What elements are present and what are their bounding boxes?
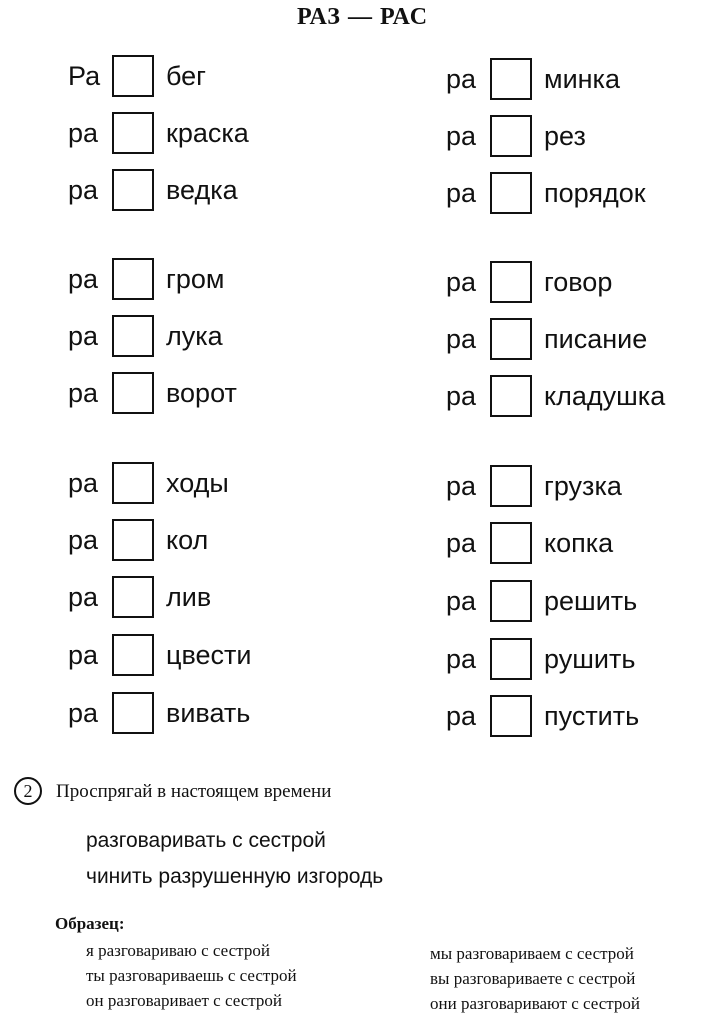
sample-line: вы разговариваете с сестрой bbox=[430, 969, 636, 988]
sample-line: мы разговариваем с сестрой bbox=[430, 944, 634, 963]
letter-answer-box[interactable] bbox=[112, 258, 154, 300]
word-prefix: ра bbox=[446, 267, 477, 297]
letter-answer-box[interactable] bbox=[490, 261, 532, 303]
word-ending: краска bbox=[166, 118, 249, 148]
word-prefix: ра bbox=[446, 586, 477, 616]
letter-answer-box[interactable] bbox=[490, 172, 532, 214]
word-prefix: ра bbox=[68, 118, 99, 148]
word-prefix: ра bbox=[68, 468, 99, 498]
word-ending: ведка bbox=[166, 175, 238, 205]
letter-answer-box[interactable] bbox=[490, 465, 532, 507]
word-prefix: ра bbox=[68, 264, 99, 294]
letter-answer-box[interactable] bbox=[112, 112, 154, 154]
word-ending: рез bbox=[544, 121, 586, 151]
task-instruction: Проспрягай в настоящем времени bbox=[56, 781, 332, 802]
word-ending: лука bbox=[166, 321, 223, 351]
task-number-badge: 2 bbox=[14, 777, 42, 805]
letter-answer-box[interactable] bbox=[490, 695, 532, 737]
sample-line: они разговаривают с сестрой bbox=[430, 994, 641, 1013]
word-ending: кол bbox=[166, 525, 209, 555]
word-prefix: ра bbox=[68, 175, 99, 205]
page-title: РАЗ — РАС bbox=[296, 4, 429, 30]
word-prefix: ра bbox=[446, 701, 477, 731]
letter-answer-box[interactable] bbox=[112, 692, 154, 734]
word-prefix: ра bbox=[446, 324, 477, 354]
letter-answer-box[interactable] bbox=[490, 375, 532, 417]
letter-answer-box[interactable] bbox=[490, 580, 532, 622]
word-prefix: ра bbox=[446, 471, 477, 501]
word-prefix: Ра bbox=[68, 61, 101, 91]
word-prefix: ра bbox=[68, 640, 99, 670]
word-ending: решить bbox=[544, 586, 638, 616]
sample-label: Образец: bbox=[55, 914, 125, 933]
word-prefix: ра bbox=[446, 178, 477, 208]
word-prefix: ра bbox=[68, 525, 99, 555]
word-ending: ходы bbox=[166, 468, 229, 498]
letter-answer-box[interactable] bbox=[112, 462, 154, 504]
word-ending: копка bbox=[544, 528, 614, 558]
word-ending: грузка bbox=[544, 471, 622, 501]
word-ending: минка bbox=[544, 64, 620, 94]
letter-answer-box[interactable] bbox=[490, 638, 532, 680]
word-prefix: ра bbox=[446, 644, 477, 674]
word-prefix: ра bbox=[446, 64, 477, 94]
word-prefix: ра bbox=[446, 381, 477, 411]
letter-answer-box[interactable] bbox=[112, 315, 154, 357]
letter-answer-box[interactable] bbox=[490, 58, 532, 100]
letter-answer-box[interactable] bbox=[112, 519, 154, 561]
letter-answer-box[interactable] bbox=[490, 522, 532, 564]
letter-answer-box[interactable] bbox=[490, 318, 532, 360]
word-ending: кладушка bbox=[544, 381, 666, 411]
word-prefix: ра bbox=[68, 378, 99, 408]
letter-answer-box[interactable] bbox=[112, 576, 154, 618]
sample-line: я разговариваю с сестрой bbox=[86, 941, 270, 960]
task-phrase: разговаривать с сестрой bbox=[86, 829, 326, 852]
word-ending: вивать bbox=[166, 698, 251, 728]
sample-line: ты разговариваешь с сестрой bbox=[86, 966, 297, 985]
word-ending: лив bbox=[166, 582, 212, 612]
sample-line: он разговаривает с сестрой bbox=[86, 991, 282, 1010]
word-ending: порядок bbox=[544, 178, 646, 208]
word-prefix: ра bbox=[446, 528, 477, 558]
letter-answer-box[interactable] bbox=[112, 634, 154, 676]
letter-answer-box[interactable] bbox=[112, 372, 154, 414]
word-ending: ворот bbox=[166, 378, 237, 408]
letter-answer-box[interactable] bbox=[490, 115, 532, 157]
word-prefix: ра bbox=[68, 582, 99, 612]
word-prefix: ра bbox=[68, 698, 99, 728]
word-ending: писание bbox=[544, 324, 648, 354]
word-ending: говор bbox=[544, 267, 613, 297]
word-ending: гром bbox=[166, 264, 225, 294]
letter-answer-box[interactable] bbox=[112, 55, 154, 97]
word-ending: рушить bbox=[544, 644, 636, 674]
word-prefix: ра bbox=[446, 121, 477, 151]
word-ending: бег bbox=[166, 61, 207, 91]
word-prefix: ра bbox=[68, 321, 99, 351]
word-ending: пустить bbox=[544, 701, 640, 731]
task-phrase: чинить разрушенную изгородь bbox=[86, 865, 384, 888]
word-ending: цвести bbox=[166, 640, 252, 670]
letter-answer-box[interactable] bbox=[112, 169, 154, 211]
